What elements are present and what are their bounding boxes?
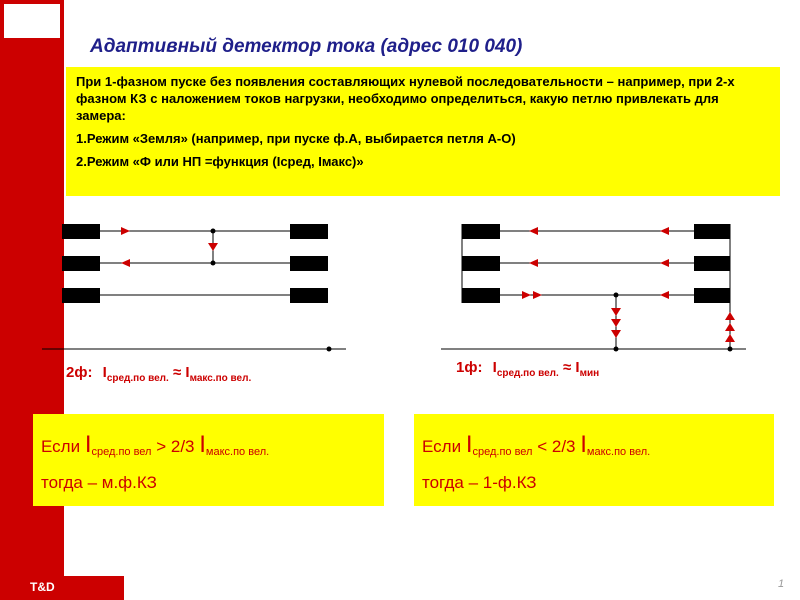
right-condition-i1: I [465,431,473,458]
right-formula-i1: I [492,359,497,376]
left-ground-node [327,347,332,352]
left-breaker-b-end [290,256,328,271]
right-condition-box [414,414,774,506]
left-formula-i2: I [185,364,190,381]
right-breaker-a-start [462,224,500,239]
left-formula [66,364,252,384]
left-formula-sub1: сред.по вел. [106,373,169,384]
right-condition-sub2: макс.по вел. [586,446,651,458]
left-condition-if: Если [41,437,81,456]
right-formula-i2: I [575,359,580,376]
right-breaker-b-end [694,256,730,271]
left-condition-sub2: макс.по вел. [205,446,270,458]
right-arrow-b1 [529,259,538,267]
right-fault-node [614,293,619,298]
info-mode-1: 1.Режим «Земля» (например, при пуске ф.А, выбирается петля А-О) [76,131,516,146]
left-breaker-a-start [62,224,100,239]
left-condition-box [33,414,384,506]
left-condition-i1: I [84,431,92,458]
left-condition-i2: I [199,431,206,458]
left-condition-op: > 2/3 [156,437,195,456]
right-arrow-c2 [533,291,542,299]
page-number: 1 [778,578,785,590]
left-breaker-c-end [290,288,328,303]
left-condition-result: тогда – м.ф.КЗ [41,473,157,492]
left-fault-node-b [211,261,216,266]
right-formula-sub2: мин [579,368,600,379]
right-diagram [441,224,746,352]
right-arrow-a1 [529,227,538,235]
info-mode-2: 2.Режим «Ф или НП =функция (Iсред, Iмакс)» [76,154,364,169]
left-fault-node-a [211,229,216,234]
right-fault-arrow-2 [611,319,621,327]
right-formula [456,359,600,379]
left-arrow-left-b [121,259,130,267]
info-paragraph: При 1-фазном пуске без появления составляющих нулевой последовательности – например, при 2-х фазном КЗ с наложением токов нагрузки, необходимо определиться, какую петлю привлекать для замера: [76,74,735,123]
right-breaker-a-end [694,224,730,239]
left-breaker-a-end [290,224,328,239]
right-fault-arrow-1 [611,308,621,316]
right-arrow-b2 [660,259,669,267]
right-breaker-b-start [462,256,500,271]
left-formula-op: ≈ [172,364,182,381]
footer-label: T&D [30,580,55,594]
left-formula-i1: I [102,364,107,381]
left-fault-arrow-down [208,243,218,251]
left-arrow-right-a [121,227,130,235]
left-formula-sub2: макс.по вел. [189,373,252,384]
right-formula-sub1: сред.по вел. [496,368,559,379]
left-formula-prefix: 2ф: [66,364,93,381]
right-return-arrow-2 [725,323,735,331]
left-diagram [42,224,346,352]
right-formula-prefix: 1ф: [456,359,483,376]
right-return-arrow-3 [725,334,735,342]
right-condition-op: < 2/3 [537,437,576,456]
right-condition-result: тогда – 1-ф.КЗ [422,473,537,492]
right-arrow-c1 [522,291,531,299]
left-condition-sub1: сред.по вел [91,446,152,458]
right-arrow-c3 [660,291,669,299]
right-return-arrow-1 [725,312,735,320]
right-condition-sub1: сред.по вел [472,446,533,458]
left-condition-line-1 [41,428,376,466]
right-condition-line-1 [422,428,766,466]
left-breaker-b-start [62,256,100,271]
right-formula-op: ≈ [562,359,572,376]
right-breaker-c-end [694,288,730,303]
left-breaker-c-start [62,288,100,303]
right-arrow-a2 [660,227,669,235]
right-fault-arrow-3 [611,330,621,338]
right-condition-if: Если [422,437,462,456]
page-title: Адаптивный детектор тока (адрес 010 040) [90,36,523,57]
right-breaker-c-start [462,288,500,303]
right-condition-i2: I [580,431,587,458]
